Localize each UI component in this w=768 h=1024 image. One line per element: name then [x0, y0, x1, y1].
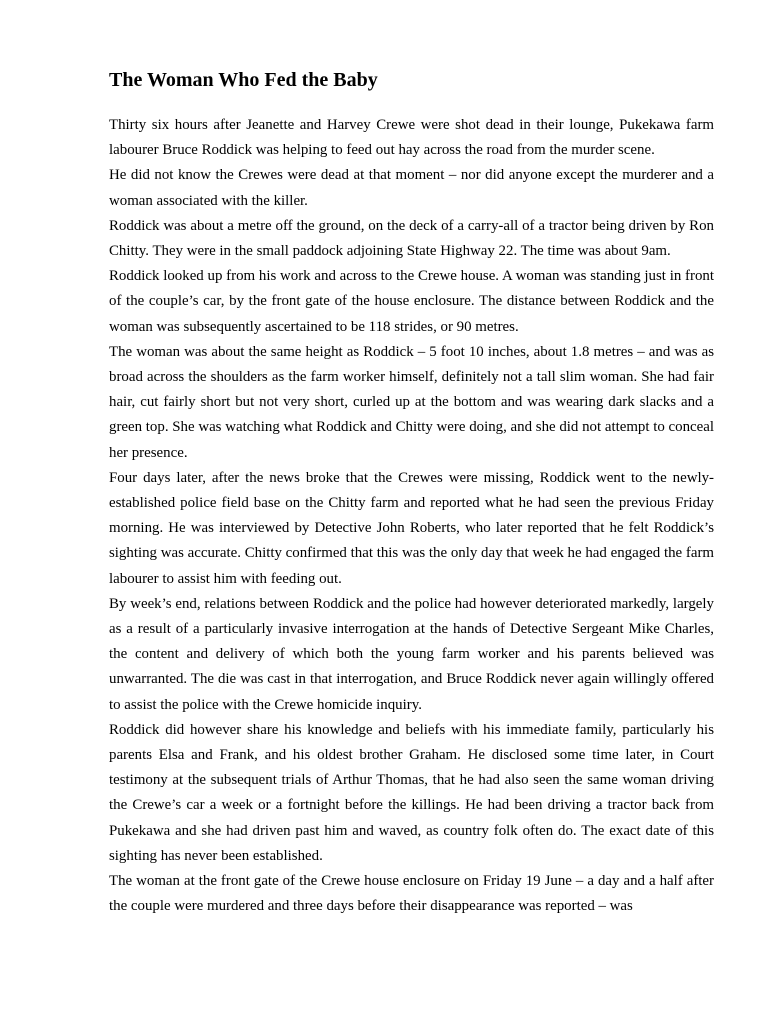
paragraph: The woman was about the same height as Roddick – 5 foot 10 inches, about 1.8 metres – and was as broad across the shoulders as the farm worker himself, definitely not a tall slim woman. She had fair hair, cut fairly short but not very short, curled up at the bottom and was wearing dark slacks and a green top. She was watching what Roddick and Chitty were doing, and she did not attempt to conceal her presence.: [109, 343, 714, 461]
document-title: The Woman Who Fed the Baby: [109, 69, 378, 91]
paragraph: Four days later, after the news broke that the Crewes were missing, Roddick went to the newly-established police field base on the Chitty farm and reported what he had seen the previous Friday morning. He was interviewed by Detective John Roberts, who later reported that he felt Roddick’s sighting was accurate. Chitty confirmed that this was the only day that week he had engaged the farm labourer to assist him with feeding out.: [109, 469, 714, 587]
paragraph: Roddick did however share his knowledge and beliefs with his immediate family, particularly his parents Elsa and Frank, and his oldest brother Graham. He disclosed some time later, in Court testimony at the subsequent trials of Arthur Thomas, that he had also seen the same woman driving the Crewe’s car a week or a fortnight before the killings. He had been driving a tractor back from Pukekawa and she had driven past him and waved, as country folk often do. The exact date of this sighting has never been established.: [109, 721, 714, 864]
paragraph: By week’s end, relations between Roddick and the police had however deteriorated markedly, largely as a result of a particularly invasive interrogation at the hands of Detective Sergeant Mike Charles, the content and delivery of which both the young farm worker and his parents believed was unwarranted. The die was cast in that interrogation, and Bruce Roddick never again willingly offered to assist the police with the Crewe homicide inquiry.: [109, 595, 714, 713]
paragraph: Thirty six hours after Jeanette and Harvey Crewe were shot dead in their lounge, Pukekawa farm labourer Bruce Roddick was helping to feed out hay across the road from the murder scene.: [109, 117, 714, 159]
paragraph: Roddick looked up from his work and across to the Crewe house. A woman was standing just in front of the couple’s car, by the front gate of the house enclosure. The distance between Roddick and the woman was subsequently ascertained to be 118 strides, or 90 metres.: [109, 268, 714, 335]
paragraph: Roddick was about a metre off the ground, on the deck of a carry-all of a tractor being driven by Ron Chitty. They were in the small paddock adjoining State Highway 22. The time was about 9am.: [109, 217, 714, 260]
paragraph: He did not know the Crewes were dead at that moment – nor did anyone except the murderer and a woman associated with the killer.: [109, 167, 714, 209]
paragraph: The woman at the front gate of the Crewe house enclosure on Friday 19 June – a day and a half after the couple were murdered and three days before their disappearance was reported – was: [109, 873, 714, 915]
document-body: [109, 113, 714, 920]
